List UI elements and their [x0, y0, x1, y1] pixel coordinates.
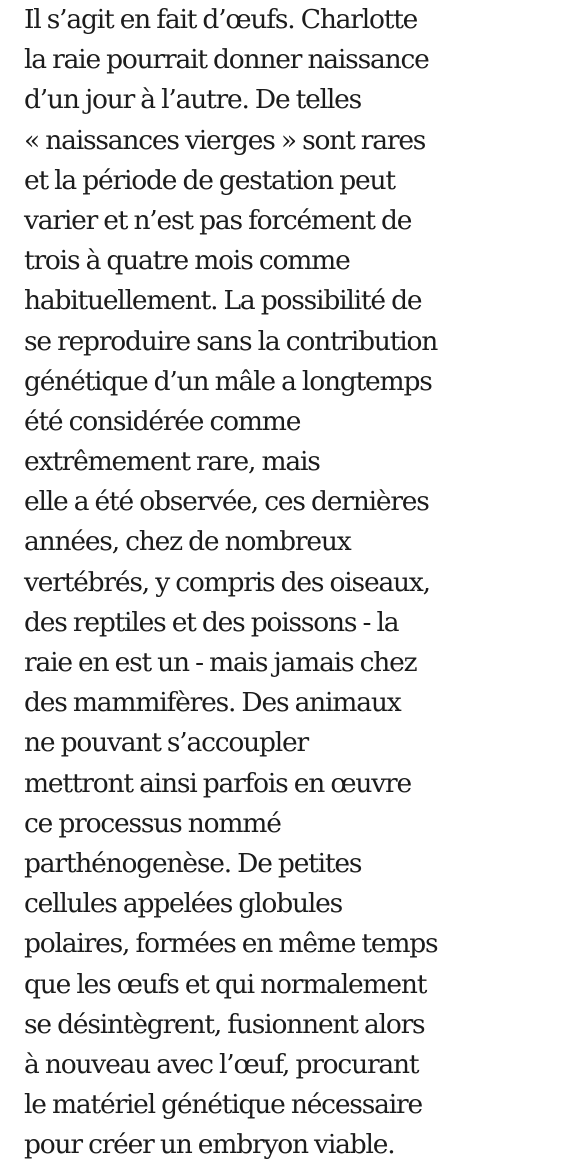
text-line: elle a été observée, ces dernières	[24, 486, 429, 518]
text-line: polaires, formées en même temps	[24, 928, 438, 960]
text-line: habituellement. La possibilité de	[24, 285, 422, 317]
text-line: pour créer un embryon viable.	[24, 1129, 395, 1161]
text-line: des mammifères. Des animaux	[24, 687, 401, 719]
text-line: que les œufs et qui normalement	[24, 968, 427, 1000]
text-line: varier et n’est pas forcément de	[24, 204, 412, 236]
text-line: et la période de gestation peut	[24, 164, 395, 196]
text-line: se reproduire sans la contribution	[24, 325, 438, 357]
text-line: vertébrés, y compris des oiseaux,	[24, 566, 430, 598]
text-line: trois à quatre mois comme	[24, 245, 350, 277]
article-text	[24, 0, 554, 1165]
text-line: à nouveau avec l’œuf, procurant	[24, 1048, 419, 1080]
text-line: génétique d’un mâle a longtemps	[24, 365, 432, 397]
text-line: le matériel génétique nécessaire	[24, 1089, 422, 1121]
text-line: ce processus nommé	[24, 807, 281, 839]
text-line: été considérée comme	[24, 405, 301, 437]
text-line: parthénogenèse. De petites	[24, 847, 362, 879]
text-line: d’un jour à l’autre. De telles	[24, 84, 362, 116]
text-line: extrêmement rare, mais	[24, 446, 320, 478]
text-line: des reptiles et des poissons - la	[24, 606, 399, 638]
text-line: la raie pourrait donner naissance	[24, 44, 429, 76]
text-line: Il s’agit en fait d’œufs. Charlotte	[24, 4, 418, 35]
text-line: se désintègrent, fusionnent alors	[24, 1008, 425, 1040]
text-line: ne pouvant s’accoupler	[24, 727, 308, 759]
text-line: raie en est un - mais jamais chez	[24, 647, 417, 678]
text-line: mettront ainsi parfois en œuvre	[24, 767, 411, 799]
text-line: « naissances vierges » sont rares	[24, 124, 426, 156]
text-line: cellules appelées globules	[24, 888, 342, 920]
text-line: années, chez de nombreux	[24, 526, 351, 558]
